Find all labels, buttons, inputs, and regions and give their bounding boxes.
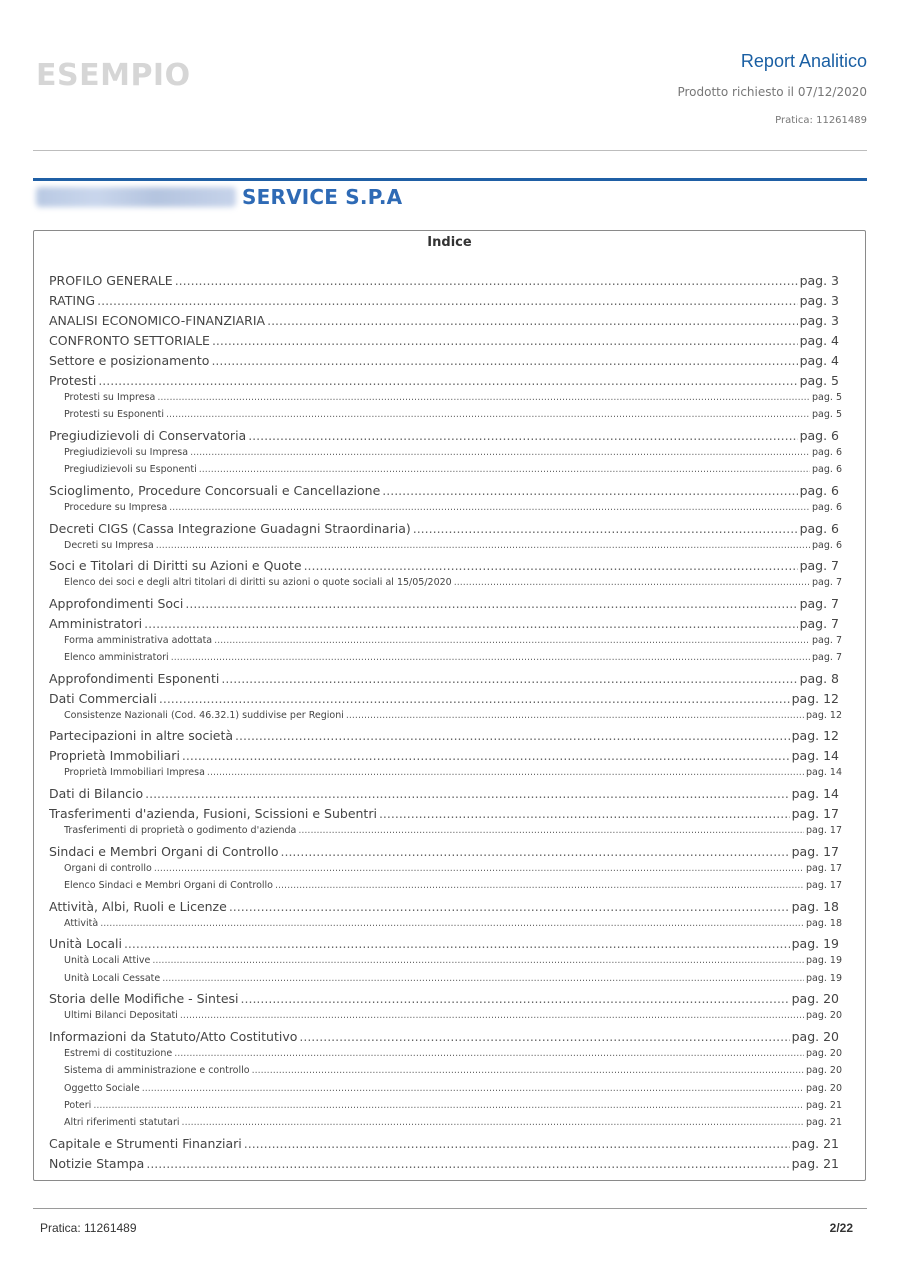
toc-entry[interactable]	[49, 806, 839, 821]
toc-entry[interactable]	[49, 313, 839, 328]
toc-leader-dots	[142, 1083, 804, 1094]
toc-leader-dots	[252, 1065, 804, 1076]
toc-leader-dots	[214, 635, 810, 646]
toc-leader-dots	[413, 521, 798, 536]
toc-leader-dots	[124, 936, 790, 951]
toc-entry[interactable]	[49, 691, 839, 706]
toc-entry-label: Decreti CIGS (Cassa Integrazione Guadagni Straordinaria)	[49, 520, 411, 536]
toc-entry-page: pag. 12	[791, 690, 839, 706]
toc-entry[interactable]	[49, 1156, 839, 1171]
toc-subentry[interactable]	[64, 1117, 842, 1128]
toc-entry-label: Capitale e Strumenti Finanziari	[49, 1136, 242, 1151]
toc-entry-label: Elenco amministratori	[64, 652, 169, 664]
toc-subentry[interactable]	[64, 955, 842, 966]
toc-entry[interactable]	[49, 1029, 839, 1044]
toc-entry-page: pag. 14	[791, 748, 839, 764]
toc-entry-label: Storia delle Modifiche - Sintesi	[49, 991, 239, 1007]
toc-subentry[interactable]	[64, 1048, 842, 1059]
toc-entry-label: Trasferimenti d'azienda, Fusioni, Scissioni e Subentri	[49, 806, 377, 821]
toc-entry-page: pag. 20	[805, 1082, 842, 1094]
toc-entry-label: Decreti su Impresa	[64, 539, 154, 551]
toc-leader-dots	[207, 767, 804, 778]
toc-entry-label: Unità Locali Cessate	[64, 972, 161, 984]
toc-entry-page: pag. 20	[805, 1010, 842, 1022]
toc-leader-dots	[281, 844, 790, 859]
toc-entry-label: Dati Commerciali	[49, 690, 157, 706]
toc-entry-label: Oggetto Sociale	[64, 1082, 140, 1094]
toc-leader-dots	[182, 1117, 804, 1128]
toc-entry-label: Proprietà Immobiliari Impresa	[64, 767, 205, 779]
toc-entry[interactable]	[49, 899, 839, 914]
toc-entry-page: pag. 3	[799, 313, 839, 328]
toc-entry[interactable]	[49, 786, 839, 801]
toc-leader-dots	[221, 671, 797, 686]
toc-leader-dots	[379, 806, 790, 821]
toc-entry[interactable]	[49, 293, 839, 308]
toc-entry-label: Sistema di amministrazione e controllo	[64, 1065, 250, 1077]
toc-entry-label: Pregiudizievoli di Conservatoria	[49, 428, 247, 443]
toc-entry-page: pag. 4	[799, 333, 839, 348]
toc-entry-label: Pregiudizievoli su Impresa	[64, 447, 189, 458]
toc-entry-label: Partecipazioni in altre società	[49, 728, 234, 744]
toc-leader-dots	[212, 333, 798, 348]
toc-entry[interactable]	[49, 616, 839, 631]
toc-leader-dots	[304, 558, 798, 573]
toc-entry-page: pag. 6	[812, 539, 842, 551]
toc-leader-dots	[298, 825, 804, 836]
toc-entry-label: Attività, Albi, Ruoli e Licenze	[49, 898, 227, 914]
toc-entry-label: Unità Locali	[49, 936, 122, 952]
toc-entry-page: pag. 14	[791, 786, 839, 801]
toc-leader-dots	[382, 483, 797, 498]
toc-leader-dots	[157, 392, 810, 403]
company-heading	[36, 183, 402, 211]
toc-leader-dots	[145, 786, 789, 801]
toc-entry-page: pag. 12	[791, 728, 839, 744]
toc-entry-page: pag. 7	[799, 558, 839, 574]
toc-leader-dots	[166, 409, 810, 420]
toc-leader-dots	[346, 710, 804, 721]
toc-entry-page: pag. 19	[805, 972, 842, 984]
toc-leader-dots	[169, 502, 810, 513]
toc-entry-page: pag. 3	[799, 293, 839, 308]
toc-entry[interactable]	[49, 373, 839, 388]
toc-entry-page: pag. 21	[805, 1100, 842, 1111]
toc-entry[interactable]	[49, 273, 839, 288]
toc-subentry[interactable]	[64, 1083, 842, 1094]
toc-leader-dots	[241, 991, 790, 1006]
toc-entry-page: pag. 17	[805, 880, 842, 891]
toc-entry-page: pag. 17	[791, 806, 839, 821]
toc-leader-dots	[235, 728, 790, 743]
toc-subentry[interactable]	[64, 1065, 842, 1076]
toc-entry[interactable]	[49, 558, 839, 573]
toc-leader-dots	[248, 428, 797, 443]
toc-subentry[interactable]	[64, 825, 842, 836]
toc-leader-dots	[159, 691, 790, 706]
toc-entry-page: pag. 20	[805, 1065, 842, 1077]
toc-entry-page: pag. 18	[791, 898, 839, 914]
toc-leader-dots	[162, 973, 804, 984]
toc-entry[interactable]	[49, 844, 839, 859]
toc-entry-page: pag. 6	[799, 428, 839, 443]
toc-entry-label: Attività	[64, 917, 99, 929]
toc-entry-label: Settore e posizionamento	[49, 353, 210, 368]
toc-entry-label: Trasferimenti di proprietà o godimento d'azienda	[64, 825, 297, 836]
toc-entry-label: Approfondimenti Esponenti	[49, 670, 220, 686]
toc-entry-page: pag. 6	[812, 502, 842, 513]
toc-leader-dots	[199, 464, 810, 475]
toc-entry-label: Sindaci e Membri Organi di Controllo	[49, 843, 279, 859]
header-divider	[33, 150, 867, 151]
toc-entry-page: pag. 6	[799, 483, 839, 498]
toc-entry-page: pag. 20	[791, 1028, 839, 1044]
toc-entry-page: pag. 6	[812, 464, 842, 476]
toc-leader-dots	[185, 596, 797, 611]
toc-subentry[interactable]	[64, 502, 842, 513]
toc-leader-dots	[152, 955, 804, 966]
toc-entry-page: pag. 3	[799, 273, 839, 288]
toc-entry-page: pag. 5	[812, 409, 842, 421]
toc-entry[interactable]	[49, 483, 839, 498]
toc-subentry[interactable]	[64, 918, 842, 929]
toc-subentry[interactable]	[64, 1010, 842, 1021]
toc-leader-dots	[244, 1136, 790, 1151]
toc-entry-page: pag. 21	[791, 1156, 839, 1171]
toc-entry-label: Protesti	[49, 373, 97, 388]
toc-leader-dots	[211, 353, 797, 368]
toc-entry-label: Ultimi Bilanci Depositati	[64, 1010, 178, 1022]
toc-entry-page: pag. 5	[812, 392, 842, 403]
toc-subentry[interactable]	[64, 1100, 842, 1111]
toc-leader-dots	[154, 863, 804, 874]
toc-entry-page: pag. 20	[791, 991, 839, 1007]
toc-leader-dots	[98, 373, 797, 388]
toc-entry-page: pag. 8	[799, 670, 839, 686]
toc-entry-label: Elenco Sindaci e Membri Organi di Controllo	[64, 880, 273, 891]
toc-entry-page: pag. 7	[812, 634, 842, 646]
pratica-number-footer: Pratica: 11261489	[40, 1221, 137, 1235]
toc-leader-dots	[171, 652, 810, 663]
redacted-company-name	[36, 187, 236, 207]
toc-leader-dots	[190, 447, 810, 458]
toc-entry-label: Consistenze Nazionali (Cod. 46.32.1) suddivise per Regioni	[64, 709, 344, 721]
toc-entry-label: Estremi di costituzione	[64, 1047, 173, 1059]
toc-subentry[interactable]	[64, 577, 842, 588]
toc-entry-page: pag. 20	[805, 1047, 842, 1059]
toc-entry-label: Amministratori	[49, 615, 143, 631]
toc-leader-dots	[180, 1010, 804, 1021]
toc-entry-page: pag. 17	[791, 843, 839, 859]
toc-entry-page: pag. 21	[791, 1136, 839, 1151]
toc-entry-label: Poteri	[64, 1100, 92, 1111]
toc-entry[interactable]	[49, 333, 839, 348]
toc-entry-page: pag. 7	[812, 577, 842, 589]
toc-entry-page: pag. 17	[805, 825, 842, 836]
toc-entry-label: CONFRONTO SETTORIALE	[49, 333, 210, 348]
toc-leader-dots	[182, 748, 790, 763]
toc-entry-page: pag. 4	[799, 353, 839, 368]
footer-divider	[33, 1208, 867, 1209]
toc-entry-label: Dati di Bilancio	[49, 786, 144, 801]
toc-entry-label: Informazioni da Statuto/Atto Costitutivo	[49, 1028, 298, 1044]
toc-subentry[interactable]	[64, 635, 842, 646]
toc-entry-label: Protesti su Impresa	[64, 392, 156, 403]
page-number: 2/22	[829, 1221, 853, 1235]
toc-entry[interactable]	[49, 748, 839, 763]
toc-entry-label: Elenco dei soci e degli altri titolari di diritti su azioni o quote sociali al 15/05/2020	[64, 577, 452, 589]
product-request-date: Prodotto richiesto il 07/12/2020	[677, 85, 867, 99]
toc-entry[interactable]	[49, 1136, 839, 1151]
company-name: SERVICE S.P.A	[242, 185, 403, 209]
toc-subentry[interactable]	[64, 464, 842, 475]
toc-entry-page: pag. 17	[805, 862, 842, 874]
toc-entry-page: pag. 12	[805, 709, 842, 721]
toc-entry-label: Procedure su Impresa	[64, 502, 168, 513]
toc-entry-label: ANALISI ECONOMICO-FINANZIARIA	[49, 313, 266, 328]
toc-entry-label: Protesti su Esponenti	[64, 409, 165, 421]
toc-leader-dots	[175, 273, 798, 288]
toc-subentry[interactable]	[64, 880, 842, 891]
toc-leader-dots	[93, 1100, 804, 1111]
toc-entry-page: pag. 19	[805, 955, 842, 967]
toc-entry-label: Notizie Stampa	[49, 1156, 145, 1171]
toc-leader-dots	[156, 540, 810, 551]
toc-entry-label: Pregiudizievoli su Esponenti	[64, 464, 197, 476]
toc-leader-dots	[100, 918, 804, 929]
toc-subentry[interactable]	[64, 652, 842, 663]
toc-entry-label: Soci e Titolari di Diritti su Azioni e Quote	[49, 558, 302, 574]
toc-entry-label: Unità Locali Attive	[64, 955, 151, 967]
toc-subentry[interactable]	[64, 973, 842, 984]
toc-entry[interactable]	[49, 353, 839, 368]
company-accent-bar	[33, 178, 867, 181]
toc-entry-page: pag. 14	[805, 767, 842, 779]
toc-entry-page: pag. 7	[799, 595, 839, 611]
toc-entry[interactable]	[49, 936, 839, 951]
index-box	[33, 230, 866, 1181]
toc-entry-page: pag. 19	[791, 936, 839, 952]
toc-leader-dots	[144, 616, 797, 631]
toc-leader-dots	[454, 577, 810, 588]
toc-entry-page: pag. 18	[805, 917, 842, 929]
toc-subentry[interactable]	[64, 540, 842, 551]
index-title: Indice	[427, 235, 472, 250]
toc-entry-page: pag. 7	[799, 615, 839, 631]
toc-entry-label: Proprietà Immobiliari	[49, 748, 180, 764]
toc-entry[interactable]	[49, 728, 839, 743]
toc-subentry[interactable]	[64, 767, 842, 778]
toc-leader-dots	[299, 1029, 789, 1044]
toc-entry-label: PROFILO GENERALE	[49, 273, 173, 288]
toc-entry-label: RATING	[49, 293, 96, 308]
toc-entry-page: pag. 6	[812, 447, 842, 458]
toc-entry-page: pag. 5	[799, 373, 839, 388]
toc-subentry[interactable]	[64, 863, 842, 874]
toc-entry[interactable]	[49, 521, 839, 536]
toc-entry-label: Approfondimenti Soci	[49, 595, 184, 611]
toc-subentry[interactable]	[64, 392, 842, 403]
toc-entry-label: Scioglimento, Procedure Concorsuali e Cancellazione	[49, 483, 381, 498]
toc-subentry[interactable]	[64, 710, 842, 721]
toc-leader-dots	[146, 1156, 789, 1171]
toc-leader-dots	[275, 880, 804, 891]
watermark-esempio: ESEMPIO	[36, 58, 191, 93]
toc-subentry[interactable]	[64, 447, 842, 458]
toc-subentry[interactable]	[64, 409, 842, 420]
toc-leader-dots	[174, 1048, 804, 1059]
toc-leader-dots	[229, 899, 790, 914]
toc-entry[interactable]	[49, 991, 839, 1006]
pratica-number-header: Pratica: 11261489	[775, 115, 867, 126]
toc-entry-label: Forma amministrativa adottata	[64, 634, 213, 646]
toc-leader-dots	[267, 313, 797, 328]
toc-entry-page: pag. 6	[799, 520, 839, 536]
toc-entry[interactable]	[49, 428, 839, 443]
toc-entry-page: pag. 7	[812, 652, 842, 664]
toc-entry-label: Organi di controllo	[64, 862, 152, 874]
toc-entry[interactable]	[49, 596, 839, 611]
toc-entry[interactable]	[49, 671, 839, 686]
toc-leader-dots	[97, 293, 797, 308]
toc-entry-label: Altri riferimenti statutari	[64, 1117, 180, 1129]
toc-entry-page: pag. 21	[805, 1117, 842, 1129]
report-title: Report Analitico	[740, 51, 867, 71]
